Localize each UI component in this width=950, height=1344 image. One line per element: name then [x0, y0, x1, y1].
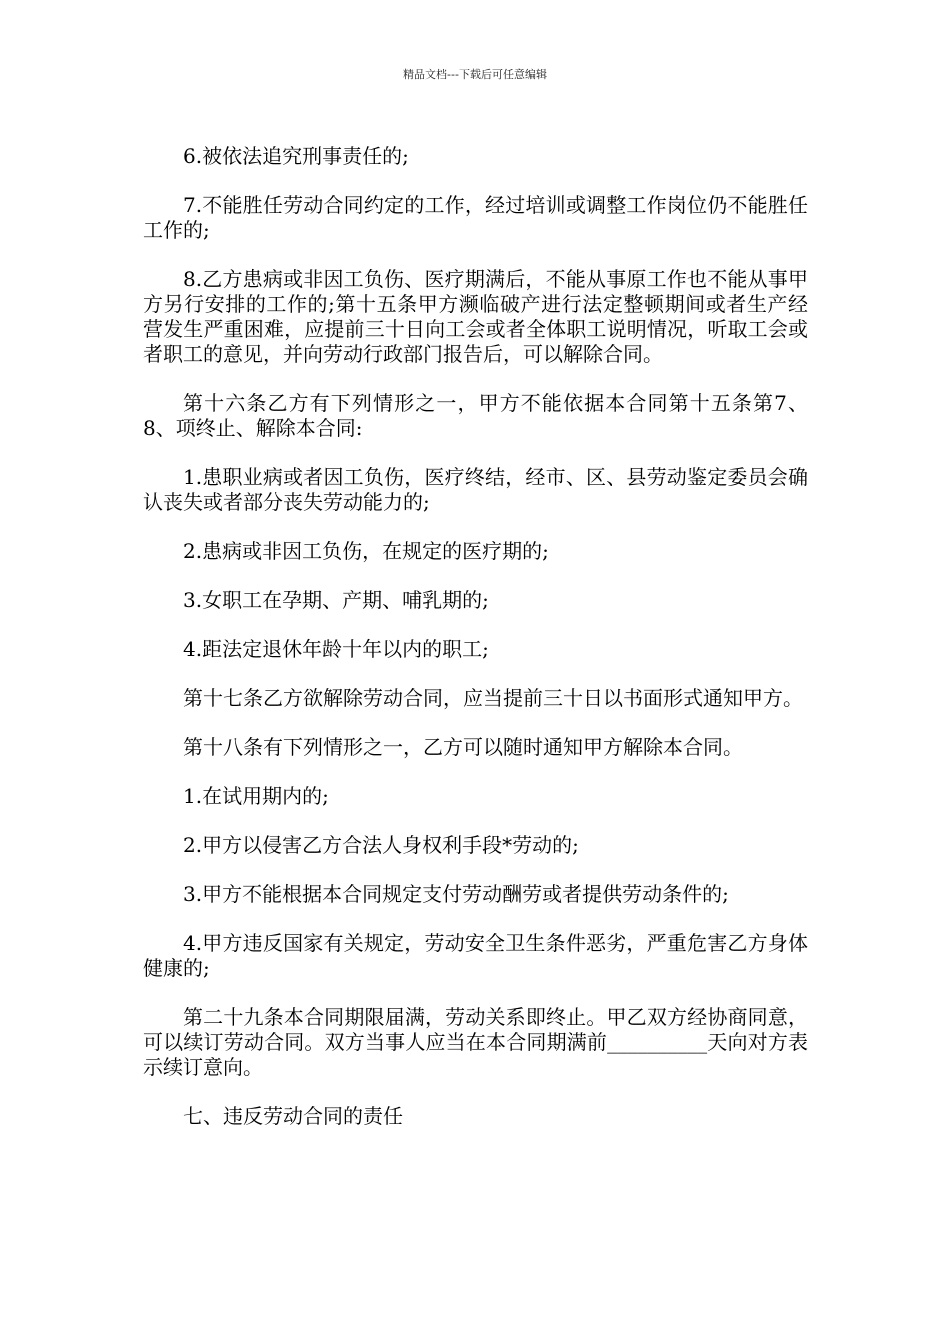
paragraph: 2.患病或非因工负伤，在规定的医疗期的;	[183, 539, 549, 563]
paragraph: 第十六条乙方有下列情形之一，甲方不能依据本合同第十五条第7、8、项终止、解除本合同:	[143, 391, 808, 440]
page-header: 精品文档---下载后可任意编辑	[403, 68, 547, 81]
paragraph: 第二十九条本合同期限届满，劳动关系即终止。甲乙双方经协商同意，可以续订劳动合同。双方当事人应当在本合同期满前__________天向对方表示续订意向。	[143, 1005, 808, 1079]
paragraph: 4.距法定退休年龄十年以内的职工;	[183, 637, 489, 661]
paragraph: 3.女职工在孕期、产期、哺乳期的;	[183, 588, 489, 612]
paragraph: 第十七条乙方欲解除劳动合同，应当提前三十日以书面形式通知甲方。	[183, 686, 803, 710]
paragraph: 1.在试用期内的;	[183, 784, 329, 808]
paragraph: 4.甲方违反国家有关规定，劳动安全卫生条件恶劣，严重危害乙方身体健康的;	[143, 931, 808, 980]
paragraph: 3.甲方不能根据本合同规定支付劳动酬劳或者提供劳动条件的;	[183, 882, 729, 906]
paragraph: 第十八条有下列情形之一，乙方可以随时通知甲方解除本合同。	[183, 735, 743, 759]
paragraph: 2.甲方以侵害乙方合法人身权利手段*劳动的;	[183, 833, 579, 857]
document-body	[143, 144, 808, 1153]
paragraph: 8.乙方患病或非因工负伤、医疗期满后，不能从事原工作也不能从事甲方另行安排的工作的;第十五条甲方濒临破产进行法定整顿期间或者生产经营发生严重困难，应提前三十日向工会或者全体职工说明情况，听取工会或者职工的意见，并向劳动行政部门报告后，可以解除合同。	[143, 267, 808, 366]
paragraph: 1.患职业病或者因工负伤，医疗终结，经市、区、县劳动鉴定委员会确认丧失或者部分丧失劳动能力的;	[143, 465, 808, 514]
paragraph: 7.不能胜任劳动合同约定的工作，经过培训或调整工作岗位仍不能胜任工作的;	[143, 193, 808, 242]
paragraph: 6.被依法追究刑事责任的;	[183, 144, 409, 168]
section-heading: 七、违反劳动合同的责任	[183, 1104, 403, 1128]
